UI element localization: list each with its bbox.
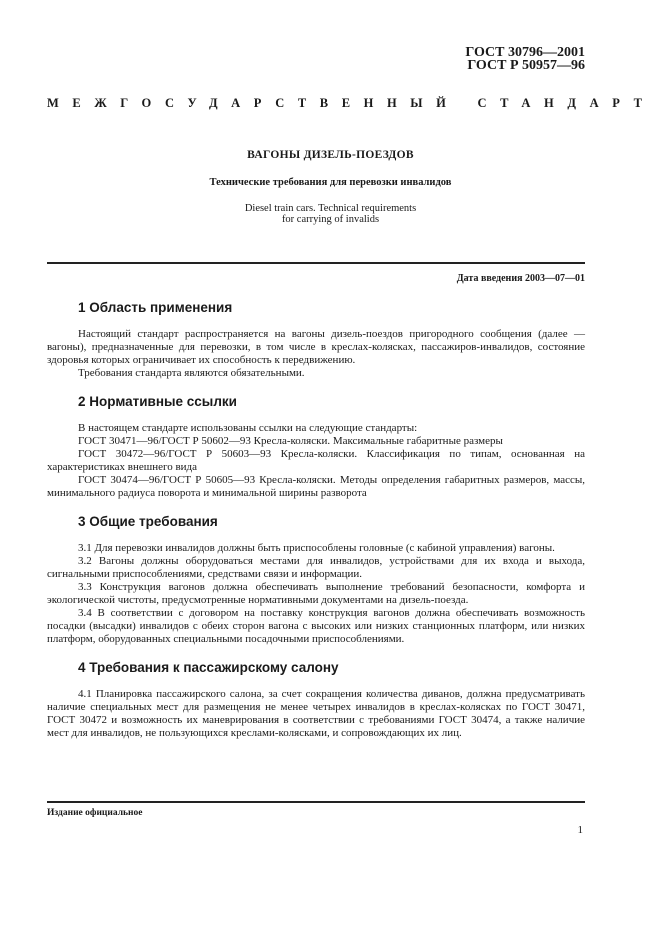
official-edition-label: Издание официальное <box>47 808 143 818</box>
reference-item: ГОСТ 30474—96/ГОСТ Р 50605—93 Кресла-коляски. Методы определения габаритных размеров, массы, минимального радиуса поворота и минимальной ширины разворота <box>47 474 585 499</box>
paragraph: В настоящем стандарте использованы ссылки на следующие стандарты: <box>78 422 418 434</box>
page-number: 1 <box>577 824 583 836</box>
english-title-line-2: for carrying of invalids <box>281 214 380 225</box>
section-general-requirements <box>47 514 585 646</box>
paragraph: 3.2 Вагоны должны оборудоваться местами для инвалидов, устройствами для их входа и выхода, сигнальными приспособлениями, средствами связи и информации. <box>47 555 585 580</box>
section-passenger-saloon <box>47 660 585 740</box>
standard-word: СТАНДАРТ <box>477 96 656 110</box>
paragraph: 3.3 Конструкция вагонов должна обеспечивать выполнение требований безопасности, комфорта и экологической чистоты, предусмотренные нормативными документами на дизель-поезда. <box>47 581 585 606</box>
paragraph: 3.1 Для перевозки инвалидов должны быть приспособлены головные (с кабиной управления) вагоны. <box>78 542 555 554</box>
english-title-line-1: Diesel train cars. Technical requirements <box>244 203 417 214</box>
document-subtitle: Технические требования для перевозки инвалидов <box>209 177 452 188</box>
interstate-word: МЕЖГОСУДАРСТВЕННЫЙ <box>47 96 460 110</box>
section-normative-references <box>47 394 585 500</box>
section-heading: 1 Область применения <box>78 300 233 315</box>
document-title: ВАГОНЫ ДИЗЕЛЬ-ПОЕЗДОВ <box>247 149 414 161</box>
section-heading: 4 Требования к пассажирскому салону <box>78 660 339 675</box>
introduction-date: Дата введения 2003—07—01 <box>456 273 585 284</box>
interstate-standard-banner <box>47 96 656 111</box>
english-title <box>0 203 661 225</box>
gost-code-primary: ГОСТ 30796—2001 <box>465 45 585 60</box>
section-heading: 2 Нормативные ссылки <box>78 394 237 409</box>
paragraph: Настоящий стандарт распространяется на вагоны дизель-поездов пригородного сообщения (далее — вагоны), предназначенные для перевозки, в том числе в креслах-колясках, пассажиров-инвалидов, состояние здоровья которых ограничивает их способность к передвижению. <box>47 328 585 366</box>
section-heading: 3 Общие требования <box>78 514 218 529</box>
paragraph: 4.1 Планировка пассажирского салона, за счет сокращения количества диванов, должна предусматривать наличие специальных мест для размещения не менее четырех инвалидов в креслах-колясках по ГОСТ 30471, ГОСТ 30472 и возможность их маневрирования в соответствии с требованиями ГОСТ 30474, а также наличие мест для инвалидов, не пользующихся креслами-колясками, и сопровождающих их лиц. <box>47 688 585 739</box>
footer-divider <box>47 801 585 803</box>
reference-item: ГОСТ 30472—96/ГОСТ Р 50603—93 Кресла-коляски. Классификация по типам, основанная на характеристиках внешнего вида <box>47 448 585 473</box>
gost-code-secondary: ГОСТ Р 50957—96 <box>467 58 585 73</box>
reference-item: ГОСТ 30471—96/ГОСТ Р 50602—93 Кресла-коляски. Максимальные габаритные размеры <box>78 435 503 447</box>
section-scope <box>47 300 585 380</box>
title-divider <box>47 262 585 264</box>
gost-codes <box>465 46 585 72</box>
document-body <box>47 300 585 754</box>
paragraph: Требования стандарта являются обязательными. <box>78 367 305 379</box>
paragraph: 3.4 В соответствии с договором на поставку конструкция вагонов должна обеспечивать возможность посадки (высадки) инвалидов с обеих сторон вагона с высоких или низких станционных платформ, или низких платформ, оборудованных специальными посадочными приспособлениями. <box>47 607 585 645</box>
